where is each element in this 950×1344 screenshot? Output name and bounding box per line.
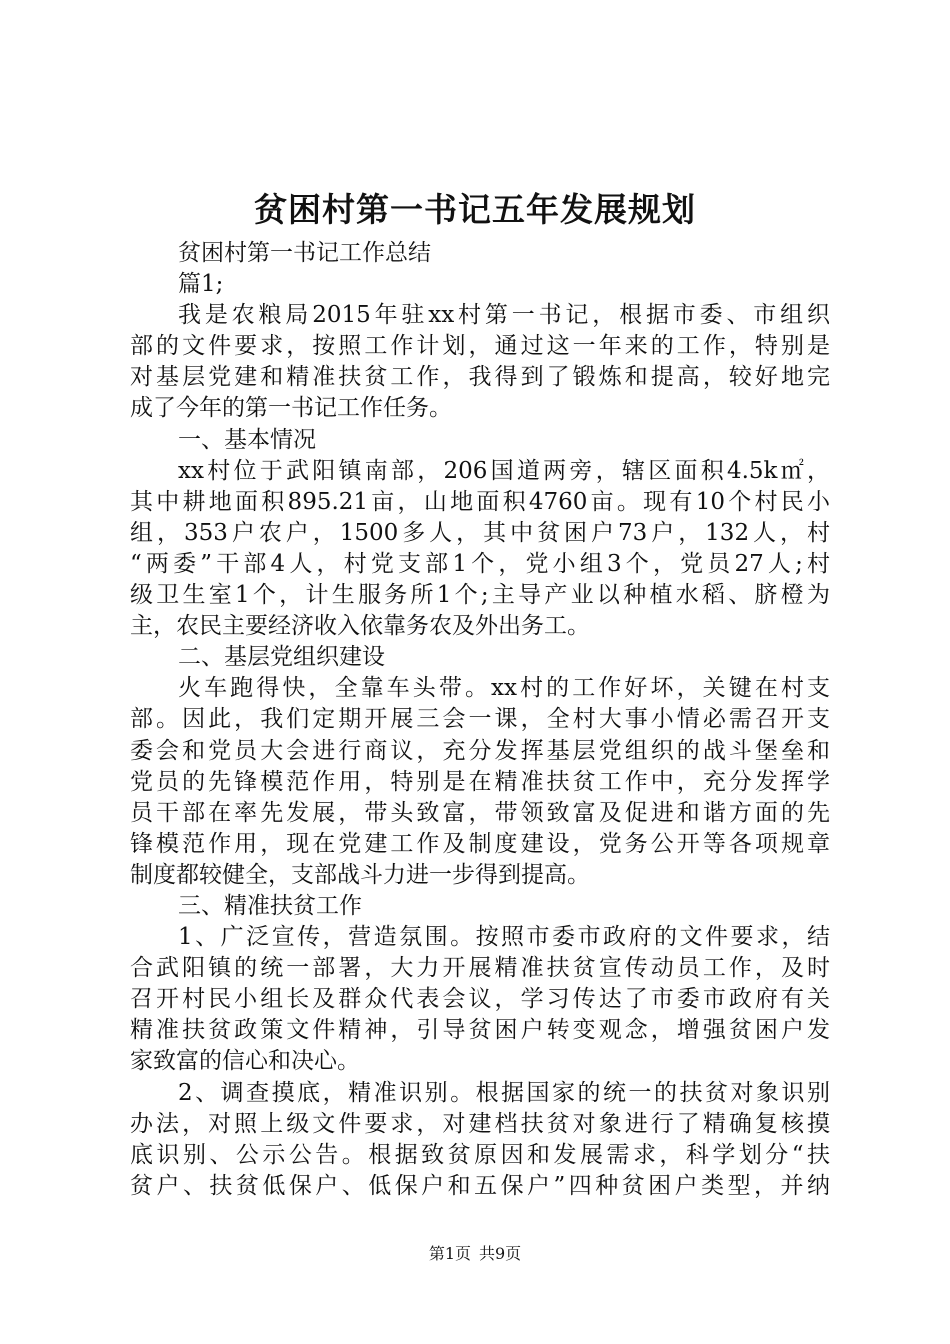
- body-line: 家致富的信心和决心。: [130, 1048, 360, 1075]
- body-line: 主，农民主要经济收入依靠务农及外出务工。: [130, 613, 590, 640]
- body-line: “两委”干部4人，村党支部1个，党小组3个，党员27人;村: [130, 550, 830, 577]
- section-heading: 二、基层党组织建设: [178, 644, 385, 671]
- body-line: 委会和党员大会进行商议，充分发挥基层党组织的战斗堡垒和: [130, 737, 830, 764]
- body-line: 成了今年的第一书记工作任务。: [130, 395, 452, 422]
- body-line: 部。因此，我们定期开展三会一课，全村大事小情必需召开支: [130, 706, 830, 733]
- body-line: 召开村民小组长及群众代表会议，学习传达了市委市政府有关: [130, 986, 830, 1013]
- section-heading: 一、基本情况: [178, 426, 316, 453]
- document-body: [130, 238, 830, 1202]
- page-number: 第1页: [428, 1244, 471, 1263]
- body-line: 对基层党建和精准扶贫工作，我得到了锻炼和提高，较好地完: [130, 364, 830, 391]
- body-line: 部的文件要求，按照工作计划，通过这一年来的工作，特别是: [130, 333, 830, 360]
- page-footer: [0, 1243, 950, 1265]
- body-line: 2、调查摸底，精准识别。根据国家的统一的扶贫对象识别: [178, 1079, 830, 1106]
- body-line: xx村位于武阳镇南部，206国道两旁，辖区面积4.5k㎡，: [178, 457, 830, 484]
- body-line: 火车跑得快，全靠车头带。xx村的工作好坏，关键在村支: [178, 675, 830, 702]
- body-line: 员干部在率先发展，带头致富，带领致富及促进和谐方面的先: [130, 799, 830, 826]
- body-line: 底识别、公示公告。根据致贫原因和发展需求，科学划分“扶: [130, 1141, 830, 1168]
- body-line: 组，353户农户，1500多人，其中贫困户73户，132人，村: [130, 519, 830, 546]
- body-line: 其中耕地面积895.21亩，山地面积4760亩。现有10个村民小: [130, 488, 830, 515]
- body-line: 锋模范作用，现在党建工作及制度建设，党务公开等各项规章: [130, 830, 830, 857]
- body-line: 级卫生室1个，计生服务所1个;主导产业以种植水稻、脐橙为: [130, 582, 830, 609]
- section-heading: 三、精准扶贫工作: [178, 892, 362, 919]
- body-line: 党员的先锋模范作用，特别是在精准扶贫工作中，充分发挥学: [130, 768, 830, 795]
- body-line: 贫户、扶贫低保户、低保户和五保户”四种贫困户类型，并纳: [130, 1172, 830, 1199]
- document-title: 贫困村第一书记五年发展规划: [254, 190, 696, 229]
- body-line: 精准扶贫政策文件精神，引导贫困户转变观念，增强贫困户发: [130, 1017, 830, 1044]
- body-line: 篇1;: [178, 271, 224, 298]
- body-line: 办法，对照上级文件要求，对建档扶贫对象进行了精确复核摸: [130, 1110, 830, 1137]
- body-line: 制度都较健全，支部战斗力进一步得到提高。: [130, 861, 590, 888]
- body-line: 合武阳镇的统一部署，大力开展精准扶贫宣传动员工作，及时: [130, 955, 830, 982]
- body-line: 1、广泛宣传，营造氛围。按照市委市政府的文件要求，结: [178, 924, 830, 951]
- body-line: 我是农粮局2015年驻xx村第一书记，根据市委、市组织: [178, 302, 830, 329]
- page-total: 共9页: [479, 1244, 522, 1263]
- body-line: 贫困村第一书记工作总结: [178, 240, 431, 266]
